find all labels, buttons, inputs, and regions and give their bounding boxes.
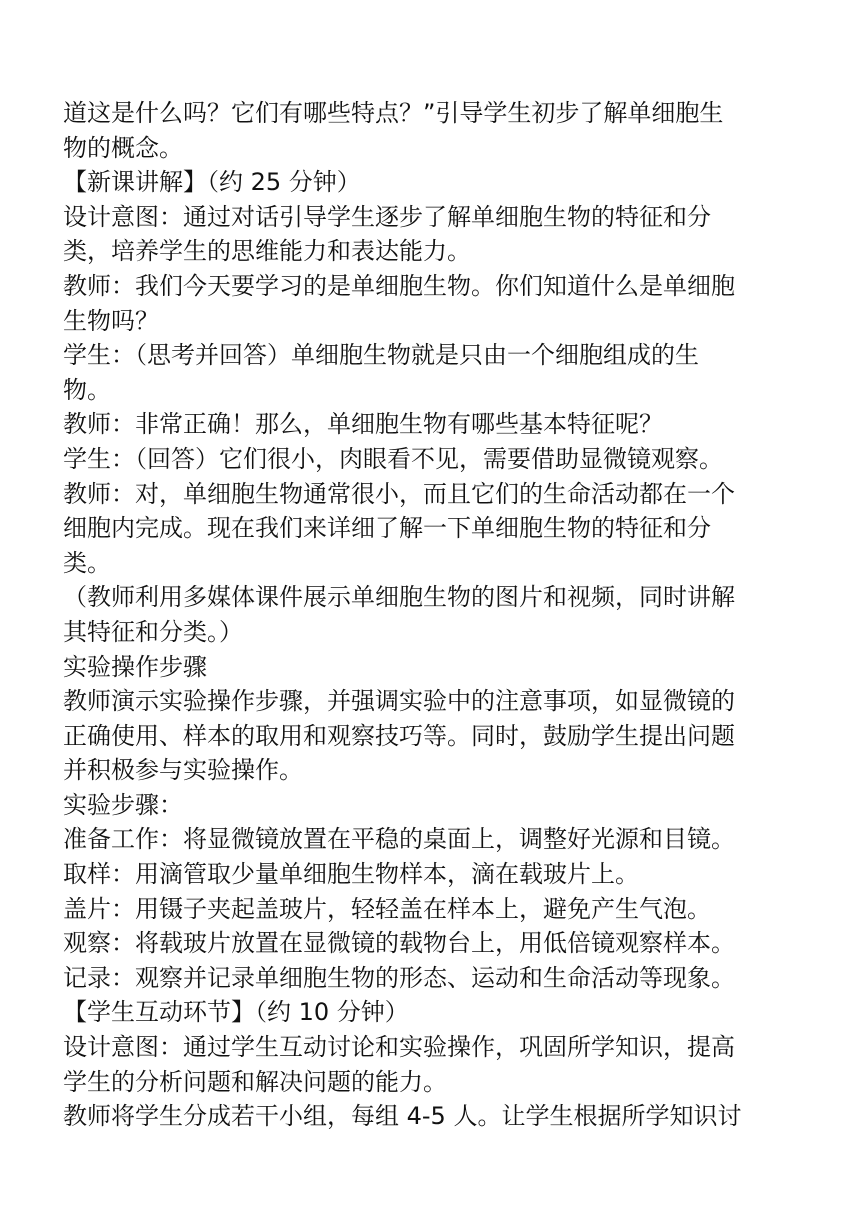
step-line: 取样：用滴管取少量单细胞生物样本，滴在载玻片上。: [63, 860, 639, 889]
subsection-heading: 实验操作步骤: [63, 652, 207, 681]
text-line: 生物吗？: [63, 306, 159, 335]
text-line: 正确使用、样本的取用和观察技巧等。同时，鼓励学生提出问题: [63, 721, 735, 750]
text-line: 教师将学生分成若干小组，每组 4-5 人。让学生根据所学知识讨: [63, 1102, 742, 1131]
text-line: 物的概念。: [63, 133, 183, 162]
text-line: 类。: [63, 548, 111, 577]
text-line: 教师：我们今天要学习的是单细胞生物。你们知道什么是单细胞: [63, 271, 735, 300]
text-line: 其特征和分类。）: [63, 617, 243, 646]
text-line: 并积极参与实验操作。: [63, 756, 303, 785]
step-line: 盖片：用镊子夹起盖玻片，轻轻盖在样本上，避免产生气泡。: [63, 894, 711, 923]
text-line: 细胞内完成。现在我们来详细了解一下单细胞生物的特征和分: [63, 514, 711, 543]
text-line: 类，培养学生的思维能力和表达能力。: [63, 237, 471, 266]
step-line: 观察：将载玻片放置在显微镜的载物台上，用低倍镜观察样本。: [63, 929, 735, 958]
text-line: 教师：对，单细胞生物通常很小，而且它们的生命活动都在一个: [63, 479, 735, 508]
text-line: 学生的分析问题和解决问题的能力。: [63, 1067, 447, 1096]
text-line: 道这是什么吗？它们有哪些特点？”引导学生初步了解单细胞生: [63, 99, 724, 127]
text-line: 设计意图：通过对话引导学生逐步了解单细胞生物的特征和分: [63, 202, 711, 231]
text-line: 教师：非常正确！那么，单细胞生物有哪些基本特征呢？: [63, 410, 663, 439]
step-line: 准备工作：将显微镜放置在平稳的桌面上，调整好光源和目镜。: [63, 825, 735, 854]
text-line: 物。: [63, 375, 111, 404]
text-line: 设计意图：通过学生互动讨论和实验操作，巩固所学知识，提高: [63, 1033, 735, 1062]
text-line: 学生：（思考并回答）单细胞生物就是只由一个细胞组成的生: [63, 341, 699, 370]
text-line: 教师演示实验操作步骤，并强调实验中的注意事项，如显微镜的: [63, 687, 735, 716]
document-page: [63, 96, 803, 1134]
step-line: 记录：观察并记录单细胞生物的形态、运动和生命活动等现象。: [63, 963, 735, 992]
subsection-heading: 实验步骤：: [63, 790, 183, 819]
text-line: 学生：（回答）它们很小，肉眼看不见，需要借助显微镜观察。: [63, 444, 723, 473]
text-line: （教师利用多媒体课件展示单细胞生物的图片和视频，同时讲解: [63, 583, 735, 612]
section-heading: 【学生互动环节】（约 10 分钟）: [63, 998, 409, 1027]
section-heading: 【新课讲解】（约 25 分钟）: [63, 168, 361, 197]
